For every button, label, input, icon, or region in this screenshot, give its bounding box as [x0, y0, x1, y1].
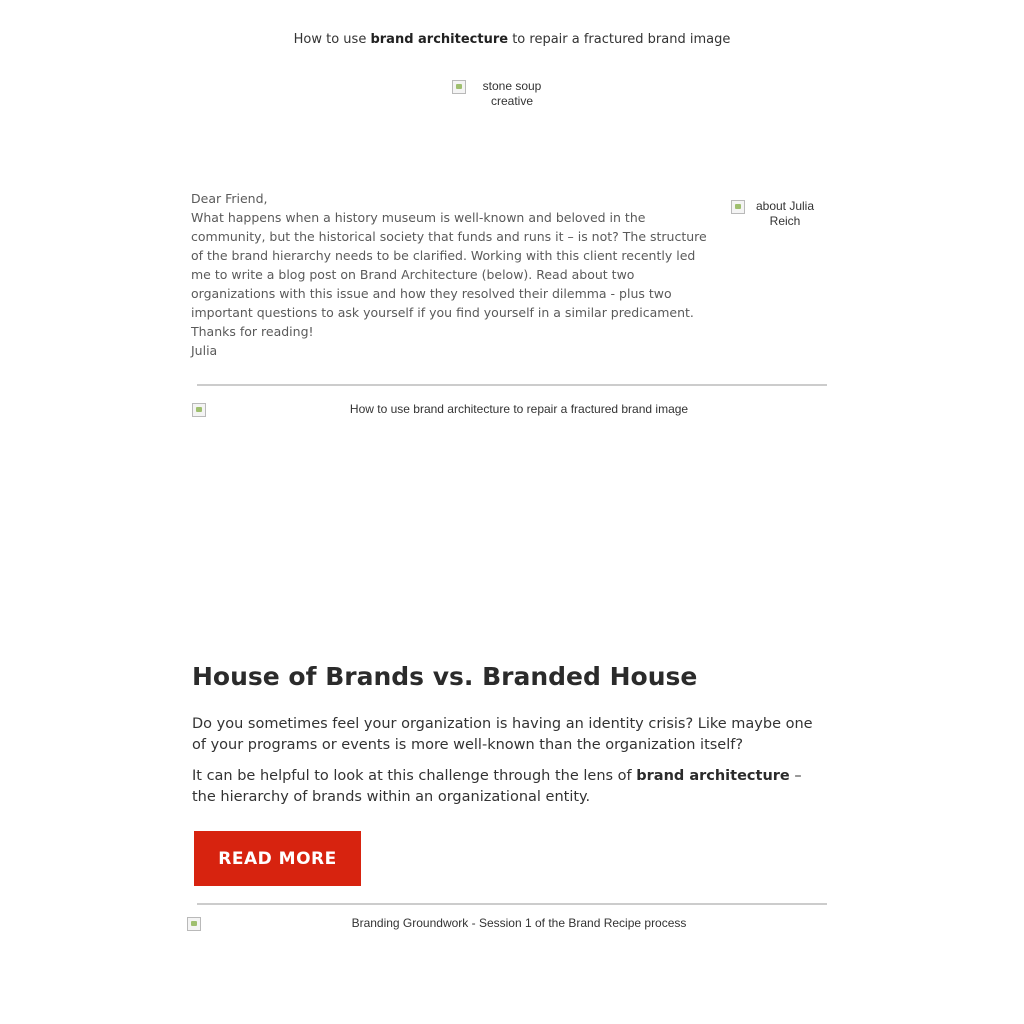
paragraph-2-end: – the hierarchy of brands within an organizational entity.	[192, 768, 802, 805]
session-image[interactable]	[187, 916, 833, 931]
paragraph-2-start: It can be helpful to look at this challenge through the lens of	[192, 768, 637, 784]
article-paragraph-2	[192, 766, 828, 808]
article-body	[192, 714, 828, 818]
preheader-text-end: to repair a fractured brand image	[508, 32, 731, 47]
logo-image[interactable]	[452, 79, 572, 109]
hero-alt-text: How to use brand architecture to repair a fractured brand image	[349, 402, 689, 416]
broken-image-icon	[452, 80, 466, 94]
letter-signature: Julia	[191, 343, 218, 358]
preheader	[0, 31, 1024, 49]
broken-image-icon	[731, 200, 745, 214]
letter-body: What happens when a history museum is well-known and beloved in the community, but the historical society that funds and runs it – is not? The structure of the brand hierarchy needs to be clarified. Working with this client recently led me to write a blog post on Brand Architecture (below). Read about two organizations with this issue and how they resolved their dilemma - plus two important questions to ask yourself if you find yourself in a similar predicament.	[191, 210, 707, 320]
session-alt-text: Branding Groundwork - Session 1 of the Brand Recipe process	[351, 916, 687, 930]
divider	[197, 903, 827, 905]
preheader-text-start: How to use	[293, 32, 371, 47]
read-more-button[interactable]: READ MORE	[194, 831, 361, 886]
letter-greeting: Dear Friend,	[191, 191, 268, 206]
paragraph-2-bold: brand architecture	[636, 768, 790, 784]
letter-thanks: Thanks for reading!	[191, 324, 314, 339]
broken-image-icon	[192, 403, 206, 417]
divider	[197, 384, 827, 386]
author-alt-text: about Julia Reich	[755, 199, 815, 228]
broken-image-icon	[187, 917, 201, 931]
logo-alt-text: stone soup creative	[482, 79, 542, 108]
intro-letter	[191, 189, 711, 360]
article-paragraph-1: Do you sometimes feel your organization is having an identity crisis? Like maybe one of your programs or events is more well-known than the organization itself?	[192, 716, 813, 753]
preheader-bold: brand architecture	[370, 32, 509, 47]
article-headline: House of Brands vs. Branded House	[192, 662, 698, 691]
author-image[interactable]	[731, 199, 827, 229]
hero-image[interactable]	[192, 402, 828, 417]
